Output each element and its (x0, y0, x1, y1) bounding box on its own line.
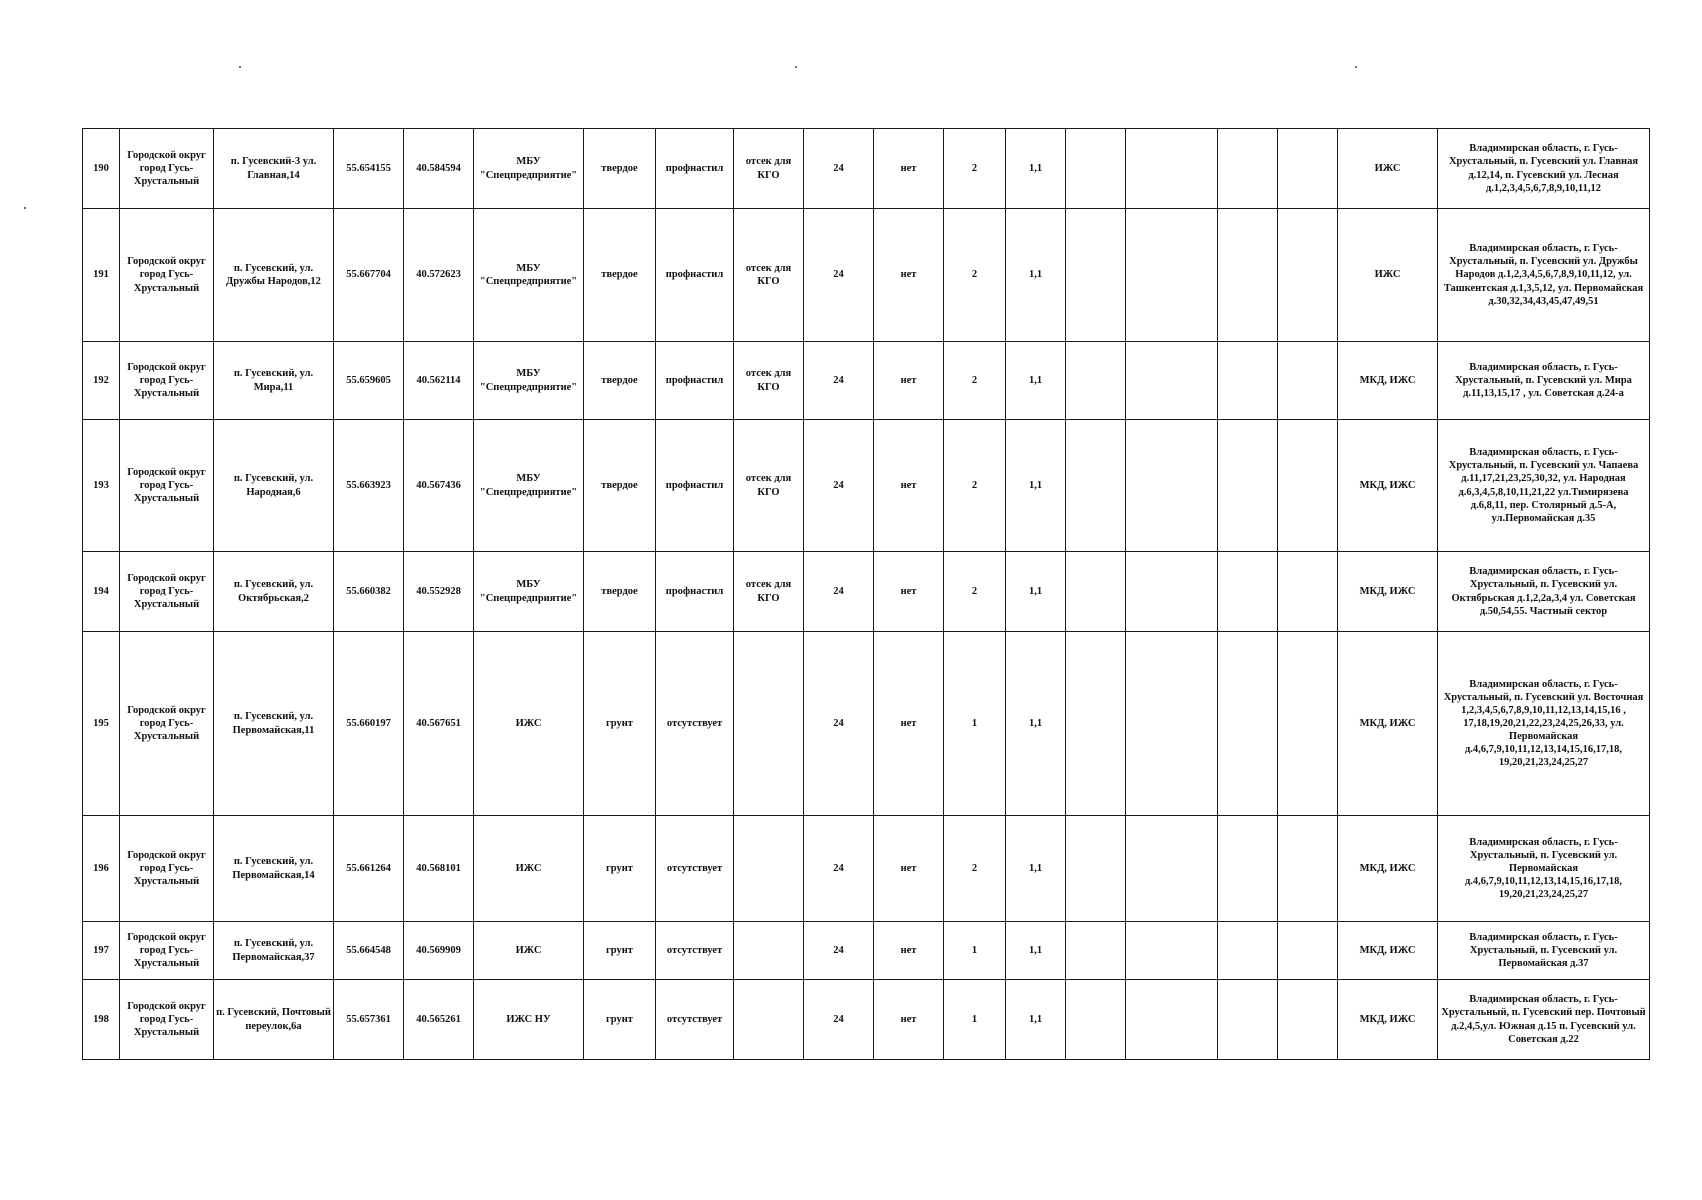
base-cell: грунт (584, 980, 656, 1060)
area-cell: 24 (804, 420, 874, 552)
served-addresses-cell: Владимирская область, г. Гусь-Хрустальный, п. Гусевский ул. Восточная 1,2,3,4,5,6,7,8,9,10,11,12,13,14,15,16 , 17,18,19,20,21,22,23,24,25,26,33, ул. Первомайская д.4,6,7,9,10,11,12,13,14,15,16,17,18, 19,20,21,23,24,25,27 (1438, 632, 1650, 816)
latitude-cell: 55.661264 (334, 816, 404, 922)
site-type-cell (734, 632, 804, 816)
row-number: 190 (83, 129, 120, 209)
latitude-cell: 55.664548 (334, 922, 404, 980)
table-row (83, 980, 1650, 1060)
empty-cell (1218, 816, 1278, 922)
volume-cell: 1,1 (1006, 980, 1066, 1060)
longitude-cell: 40.572623 (404, 209, 474, 342)
base-cell: твердое (584, 420, 656, 552)
empty-cell (1278, 632, 1338, 816)
roof-cell: нет (874, 632, 944, 816)
fence-cell: профнастил (656, 129, 734, 209)
waste-site-registry-table (82, 128, 1650, 1060)
longitude-cell: 40.568101 (404, 816, 474, 922)
owner-cell: ИЖС (474, 816, 584, 922)
containers-cell: 1 (944, 922, 1006, 980)
empty-cell (1278, 129, 1338, 209)
empty-cell (1066, 980, 1126, 1060)
table-body (83, 129, 1650, 1060)
served-addresses-cell: Владимирская область, г. Гусь-Хрустальный, п. Гусевский ул. Первомайская д.37 (1438, 922, 1650, 980)
location-cell: п. Гусевский, ул. Дружбы Народов,12 (214, 209, 334, 342)
district-cell: Городской округ город Гусь-Хрустальный (120, 552, 214, 632)
longitude-cell: 40.584594 (404, 129, 474, 209)
owner-cell: МБУ "Спецпредприятие" (474, 420, 584, 552)
empty-cell (1218, 342, 1278, 420)
latitude-cell: 55.654155 (334, 129, 404, 209)
empty-cell (1126, 209, 1218, 342)
fence-cell: отсутствует (656, 980, 734, 1060)
row-number: 193 (83, 420, 120, 552)
longitude-cell: 40.567651 (404, 632, 474, 816)
empty-cell (1218, 552, 1278, 632)
location-cell: п. Гусевский, ул. Мира,11 (214, 342, 334, 420)
served-addresses-cell: Владимирская область, г. Гусь-Хрустальный, п. Гусевский ул. Дружбы Народов д.1,2,3,4,5,6,7,8,9,10,11,12, ул. Ташкентская д.1,3,5,12, ул. Первомайская д.30,32,34,43,45,47,49,51 (1438, 209, 1650, 342)
district-cell: Городской округ город Гусь-Хрустальный (120, 922, 214, 980)
location-cell: п. Гусевский-3 ул. Главная,14 (214, 129, 334, 209)
fence-cell: профнастил (656, 342, 734, 420)
empty-cell (1126, 816, 1218, 922)
site-type-cell: отсек для КГО (734, 342, 804, 420)
served-addresses-cell: Владимирская область, г. Гусь-Хрустальный, п. Гусевский ул. Главная д.12,14, п. Гусевский ул. Лесная д.1,2,3,4,5,6,7,8,9,10,11,12 (1438, 129, 1650, 209)
empty-cell (1066, 209, 1126, 342)
empty-cell (1126, 420, 1218, 552)
empty-cell (1218, 922, 1278, 980)
scan-speck (24, 207, 26, 209)
longitude-cell: 40.562114 (404, 342, 474, 420)
area-cell: 24 (804, 552, 874, 632)
site-type-cell: отсек для КГО (734, 420, 804, 552)
volume-cell: 1,1 (1006, 922, 1066, 980)
empty-cell (1218, 209, 1278, 342)
users-cell: МКД, ИЖС (1338, 342, 1438, 420)
area-cell: 24 (804, 209, 874, 342)
roof-cell: нет (874, 816, 944, 922)
site-type-cell (734, 980, 804, 1060)
users-cell: МКД, ИЖС (1338, 980, 1438, 1060)
row-number: 198 (83, 980, 120, 1060)
base-cell: грунт (584, 922, 656, 980)
roof-cell: нет (874, 129, 944, 209)
latitude-cell: 55.660382 (334, 552, 404, 632)
scan-speck (795, 66, 797, 68)
scan-speck (1355, 66, 1357, 68)
containers-cell: 2 (944, 129, 1006, 209)
longitude-cell: 40.567436 (404, 420, 474, 552)
served-addresses-cell: Владимирская область, г. Гусь-Хрустальный, п. Гусевский пер. Почтовый д.2,4,5,ул. Южная д.15 п. Гусевский ул. Советская д.22 (1438, 980, 1650, 1060)
district-cell: Городской округ город Гусь-Хрустальный (120, 129, 214, 209)
row-number: 196 (83, 816, 120, 922)
latitude-cell: 55.659605 (334, 342, 404, 420)
volume-cell: 1,1 (1006, 129, 1066, 209)
district-cell: Городской округ город Гусь-Хрустальный (120, 342, 214, 420)
site-type-cell: отсек для КГО (734, 209, 804, 342)
base-cell: твердое (584, 209, 656, 342)
table-row (83, 342, 1650, 420)
table-row (83, 922, 1650, 980)
table-row (83, 552, 1650, 632)
row-number: 194 (83, 552, 120, 632)
users-cell: МКД, ИЖС (1338, 552, 1438, 632)
volume-cell: 1,1 (1006, 816, 1066, 922)
table-row (83, 632, 1650, 816)
fence-cell: отсутствует (656, 632, 734, 816)
volume-cell: 1,1 (1006, 632, 1066, 816)
base-cell: грунт (584, 816, 656, 922)
area-cell: 24 (804, 922, 874, 980)
served-addresses-cell: Владимирская область, г. Гусь-Хрустальный, п. Гусевский ул. Первомайская д.4,6,7,9,10,11,12,13,14,15,16,17,18, 19,20,21,23,24,25,27 (1438, 816, 1650, 922)
district-cell: Городской округ город Гусь-Хрустальный (120, 816, 214, 922)
site-type-cell: отсек для КГО (734, 552, 804, 632)
longitude-cell: 40.552928 (404, 552, 474, 632)
site-type-cell (734, 922, 804, 980)
fence-cell: отсутствует (656, 922, 734, 980)
empty-cell (1126, 980, 1218, 1060)
containers-cell: 2 (944, 420, 1006, 552)
owner-cell: ИЖС НУ (474, 980, 584, 1060)
empty-cell (1066, 632, 1126, 816)
fence-cell: профнастил (656, 209, 734, 342)
longitude-cell: 40.569909 (404, 922, 474, 980)
area-cell: 24 (804, 816, 874, 922)
owner-cell: ИЖС (474, 922, 584, 980)
empty-cell (1066, 342, 1126, 420)
owner-cell: МБУ "Спецпредприятие" (474, 209, 584, 342)
users-cell: ИЖС (1338, 129, 1438, 209)
fence-cell: отсутствует (656, 816, 734, 922)
empty-cell (1066, 816, 1126, 922)
served-addresses-cell: Владимирская область, г. Гусь-Хрустальный, п. Гусевский ул. Чапаева д.11,17,21,23,25,30,32, ул. Народная д.6,3,4,5,8,10,11,21,22 ул.Тимирязева д.6,8,11, пер. Столярный д.5-А, ул.Первомайская д.35 (1438, 420, 1650, 552)
empty-cell (1126, 632, 1218, 816)
table-row (83, 420, 1650, 552)
served-addresses-cell: Владимирская область, г. Гусь-Хрустальный, п. Гусевский ул. Октябрьская д.1,2,2а,3,4 ул. Советская д.50,54,55. Частный сектор (1438, 552, 1650, 632)
area-cell: 24 (804, 632, 874, 816)
base-cell: твердое (584, 129, 656, 209)
row-number: 191 (83, 209, 120, 342)
location-cell: п. Гусевский, ул. Первомайская,14 (214, 816, 334, 922)
roof-cell: нет (874, 420, 944, 552)
empty-cell (1218, 632, 1278, 816)
location-cell: п. Гусевский, ул. Первомайская,11 (214, 632, 334, 816)
containers-cell: 2 (944, 342, 1006, 420)
latitude-cell: 55.667704 (334, 209, 404, 342)
empty-cell (1218, 980, 1278, 1060)
district-cell: Городской округ город Гусь-Хрустальный (120, 420, 214, 552)
users-cell: МКД, ИЖС (1338, 816, 1438, 922)
empty-cell (1218, 129, 1278, 209)
district-cell: Городской округ город Гусь-Хрустальный (120, 980, 214, 1060)
containers-cell: 2 (944, 816, 1006, 922)
owner-cell: ИЖС (474, 632, 584, 816)
empty-cell (1278, 816, 1338, 922)
empty-cell (1066, 922, 1126, 980)
table-row (83, 816, 1650, 922)
location-cell: п. Гусевский, ул. Октябрьская,2 (214, 552, 334, 632)
empty-cell (1066, 552, 1126, 632)
empty-cell (1126, 129, 1218, 209)
users-cell: МКД, ИЖС (1338, 420, 1438, 552)
area-cell: 24 (804, 342, 874, 420)
site-type-cell: отсек для КГО (734, 129, 804, 209)
table-row (83, 129, 1650, 209)
district-cell: Городской округ город Гусь-Хрустальный (120, 209, 214, 342)
site-type-cell (734, 816, 804, 922)
volume-cell: 1,1 (1006, 420, 1066, 552)
empty-cell (1278, 342, 1338, 420)
containers-cell: 2 (944, 552, 1006, 632)
roof-cell: нет (874, 980, 944, 1060)
latitude-cell: 55.663923 (334, 420, 404, 552)
empty-cell (1218, 420, 1278, 552)
location-cell: п. Гусевский, ул. Первомайская,37 (214, 922, 334, 980)
empty-cell (1278, 980, 1338, 1060)
scan-speck (239, 66, 241, 68)
served-addresses-cell: Владимирская область, г. Гусь-Хрустальный, п. Гусевский ул. Мира д.11,13,15,17 , ул. Советская д.24-а (1438, 342, 1650, 420)
latitude-cell: 55.660197 (334, 632, 404, 816)
empty-cell (1066, 129, 1126, 209)
latitude-cell: 55.657361 (334, 980, 404, 1060)
volume-cell: 1,1 (1006, 552, 1066, 632)
owner-cell: МБУ "Спецпредприятие" (474, 342, 584, 420)
roof-cell: нет (874, 552, 944, 632)
row-number: 195 (83, 632, 120, 816)
volume-cell: 1,1 (1006, 342, 1066, 420)
location-cell: п. Гусевский, ул. Народная,6 (214, 420, 334, 552)
owner-cell: МБУ "Спецпредприятие" (474, 552, 584, 632)
area-cell: 24 (804, 129, 874, 209)
containers-cell: 1 (944, 632, 1006, 816)
empty-cell (1278, 552, 1338, 632)
roof-cell: нет (874, 922, 944, 980)
row-number: 197 (83, 922, 120, 980)
fence-cell: профнастил (656, 420, 734, 552)
empty-cell (1126, 342, 1218, 420)
base-cell: твердое (584, 552, 656, 632)
empty-cell (1278, 922, 1338, 980)
containers-cell: 1 (944, 980, 1006, 1060)
roof-cell: нет (874, 209, 944, 342)
empty-cell (1278, 420, 1338, 552)
area-cell: 24 (804, 980, 874, 1060)
district-cell: Городской округ город Гусь-Хрустальный (120, 632, 214, 816)
volume-cell: 1,1 (1006, 209, 1066, 342)
users-cell: МКД, ИЖС (1338, 922, 1438, 980)
empty-cell (1066, 420, 1126, 552)
empty-cell (1126, 922, 1218, 980)
empty-cell (1278, 209, 1338, 342)
empty-cell (1126, 552, 1218, 632)
base-cell: грунт (584, 632, 656, 816)
location-cell: п. Гусевский, Почтовый переулок,6а (214, 980, 334, 1060)
users-cell: МКД, ИЖС (1338, 632, 1438, 816)
base-cell: твердое (584, 342, 656, 420)
longitude-cell: 40.565261 (404, 980, 474, 1060)
containers-cell: 2 (944, 209, 1006, 342)
users-cell: ИЖС (1338, 209, 1438, 342)
owner-cell: МБУ "Спецпредприятие" (474, 129, 584, 209)
table-row (83, 209, 1650, 342)
fence-cell: профнастил (656, 552, 734, 632)
roof-cell: нет (874, 342, 944, 420)
row-number: 192 (83, 342, 120, 420)
